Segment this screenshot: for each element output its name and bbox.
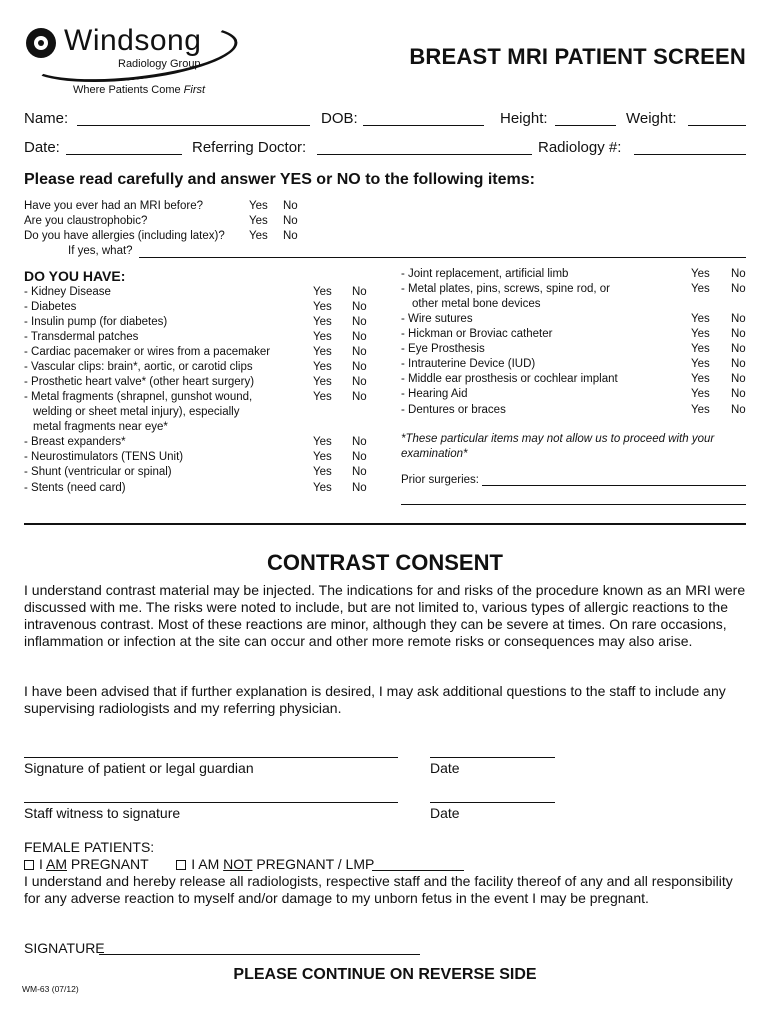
referring-doctor-field[interactable] [317,154,532,155]
tagline [73,84,205,96]
no-option[interactable]: No [731,343,746,355]
yes-option[interactable]: Yes [313,346,332,358]
item-label: - Hickman or Broviac catheter [401,328,553,340]
item-label: - Joint replacement, artificial limb [401,268,569,280]
height-field[interactable] [555,125,616,126]
option-text: I [39,856,47,872]
referring-doctor-label: Referring Doctor: [192,139,307,156]
radiology-number-field[interactable] [634,154,746,155]
yes-option[interactable]: Yes [313,451,332,463]
eye-icon [26,28,56,58]
pregnancy-options [24,856,374,872]
no-option[interactable]: No [731,313,746,325]
no-option[interactable]: No [352,346,367,358]
date-label: Date [430,760,460,776]
no-option[interactable]: No [352,316,367,328]
no-option[interactable]: No [352,301,367,313]
question-claustrophobic: Are you claustrophobic? [24,215,148,227]
item-label: - Shunt (ventricular or spinal) [24,466,172,478]
prior-surgeries-field-2[interactable] [401,504,746,505]
no-option[interactable]: No [731,358,746,370]
yes-option[interactable]: Yes [313,361,332,373]
consent-paragraph: I understand contrast material may be injected. The indications for and risks of the procedure known as an MRI were discussed with me. The risks were noted to include, but are not limited to, various types of allergic reactions to the intravenous contrast. Most of these reactions are minor, although they can be severe at times. On rare occasions, inflammation or infection at the site can occur and other more remote risks or consequences may also arise. [24,582,746,649]
item-label: - Vascular clips: brain*, aortic, or carotid clips [24,361,253,373]
no-option[interactable]: No [731,388,746,400]
female-patients-label: FEMALE PATIENTS: [24,839,155,855]
page-title: BREAST MRI PATIENT SCREEN [409,44,746,69]
section-divider [24,523,746,525]
question-allergies: Do you have allergies (including latex)? [24,230,225,242]
yes-option[interactable]: Yes [691,358,710,370]
if-yes-label: If yes, what? [68,245,133,257]
date-field[interactable] [66,154,182,155]
no-option[interactable]: No [352,451,367,463]
yes-option[interactable]: Yes [691,328,710,340]
no-option[interactable]: No [283,215,298,227]
item-label: - Diabetes [24,301,77,313]
form-number: WM-63 (07/12) [22,984,79,994]
signature-label: SIGNATURE [24,940,105,956]
weight-label: Weight: [626,110,677,127]
option-text: PREGNANT / LMP [252,856,375,872]
witness-signature-label: Staff witness to signature [24,805,181,821]
item-label: welding or sheet metal injury), especially [33,406,240,418]
witness-date-field[interactable] [430,802,555,803]
weight-field[interactable] [688,125,746,126]
item-label: - Hearing Aid [401,388,468,400]
option-text: I AM [191,856,224,872]
item-label: metal fragments near eye* [33,421,168,433]
no-option[interactable]: No [352,466,367,478]
no-option[interactable]: No [283,200,298,212]
option-text-underlined: AM [46,856,68,872]
no-option[interactable]: No [352,286,367,298]
item-label: - Transdermal patches [24,331,139,343]
consent-paragraph-2: I have been advised that if further explanation is desired, I may ask additional questions to the staff to include any supervising radiologists and my referring physician. [24,683,726,716]
yes-option[interactable]: Yes [249,215,268,227]
item-label: - Neurostimulators (TENS Unit) [24,451,184,463]
item-label: - Cardiac pacemaker or wires from a pacemaker [24,346,271,358]
option-text-underlined: NOT [223,856,253,872]
yes-option[interactable]: Yes [249,230,268,242]
yes-option[interactable]: Yes [313,391,332,403]
prior-surgeries-label: Prior surgeries: [401,474,479,486]
yes-option[interactable]: Yes [313,436,332,448]
no-option[interactable]: No [352,361,367,373]
checkbox-not-pregnant[interactable] [176,860,186,870]
patient-signature-field[interactable] [24,757,398,758]
logo-name: Windsong [64,24,202,57]
item-label: other metal bone devices [412,298,541,310]
yes-option[interactable]: Yes [313,316,332,328]
no-option[interactable]: No [731,328,746,340]
tagline-emphasis: First [183,84,206,96]
item-label: - Kidney Disease [24,286,111,298]
yes-option[interactable]: Yes [249,200,268,212]
no-option[interactable]: No [731,373,746,385]
yes-option[interactable]: Yes [313,376,332,388]
no-option[interactable]: No [352,482,367,494]
yes-option[interactable]: Yes [313,482,332,494]
item-label: - Metal plates, pins, screws, spine rod, or [401,283,610,295]
date-label: Date: [24,139,60,156]
item-label: - Middle ear prosthesis or cochlear implant [401,373,618,385]
note-line: examination* [401,448,468,460]
item-label: - Breast expanders* [24,436,126,448]
note-line: *These particular items may not allow us to proceed with your [401,433,715,445]
tagline-text: Where Patients Come [73,84,184,96]
date-label: Date [430,805,460,821]
continue-notice: PLEASE CONTINUE ON REVERSE SIDE [233,966,537,983]
yes-option[interactable]: Yes [691,343,710,355]
no-option[interactable]: No [731,283,746,295]
item-label: - Prosthetic heart valve* (other heart surgery) [24,376,255,388]
name-label: Name: [24,110,69,127]
option-text: PREGNANT [67,856,149,872]
yes-option[interactable]: Yes [691,388,710,400]
logo-subtitle: Radiology Group [118,58,201,70]
allergies-field[interactable] [139,257,746,258]
instructions: Please read carefully and answer YES or NO to the following items: [24,171,535,188]
lmp-field[interactable] [372,870,464,871]
no-option[interactable]: No [352,376,367,388]
item-label: - Metal fragments (shrapnel, gunshot wound, [24,391,253,403]
yes-option[interactable]: Yes [691,373,710,385]
prior-surgeries-field[interactable] [482,485,746,486]
name-field[interactable] [77,125,310,126]
yes-option[interactable]: Yes [691,313,710,325]
yes-option[interactable]: Yes [691,283,710,295]
height-label: Height: [500,110,548,127]
no-option[interactable]: No [731,268,746,280]
contrast-consent-title: CONTRAST CONSENT [267,550,503,575]
question-prior-mri: Have you ever had an MRI before? [24,200,203,212]
patient-date-field[interactable] [430,757,555,758]
yes-option[interactable]: Yes [691,268,710,280]
item-label: - Dentures or braces [401,404,506,416]
no-option[interactable]: No [352,436,367,448]
do-you-have-heading: DO YOU HAVE: [24,268,126,284]
item-label: - Wire sutures [401,313,473,325]
yes-option[interactable]: Yes [313,286,332,298]
no-option[interactable]: No [731,404,746,416]
yes-option[interactable]: Yes [691,404,710,416]
yes-option[interactable]: Yes [313,331,332,343]
no-option[interactable]: No [352,331,367,343]
witness-signature-field[interactable] [24,802,398,803]
item-label: - Intrauterine Device (IUD) [401,358,536,370]
yes-option[interactable]: Yes [313,466,332,478]
no-option[interactable]: No [283,230,298,242]
patient-signature-label: Signature of patient or legal guardian [24,760,254,776]
item-label: - Eye Prosthesis [401,343,485,355]
release-paragraph: I understand and hereby release all radiologists, respective staff and the facility thereof of any and all responsibility for any adverse reaction to myself and/or damage to my unborn fetus in the event I may be pregnant. [24,873,733,906]
signature-field[interactable] [99,954,420,955]
dob-field[interactable] [363,125,484,126]
item-label: - Stents (need card) [24,482,126,494]
item-label: - Insulin pump (for diabetes) [24,316,168,328]
yes-option[interactable]: Yes [313,301,332,313]
checkbox-pregnant[interactable] [24,860,34,870]
radiology-number-label: Radiology #: [538,139,622,156]
dob-label: DOB: [321,110,358,127]
no-option[interactable]: No [352,391,367,403]
